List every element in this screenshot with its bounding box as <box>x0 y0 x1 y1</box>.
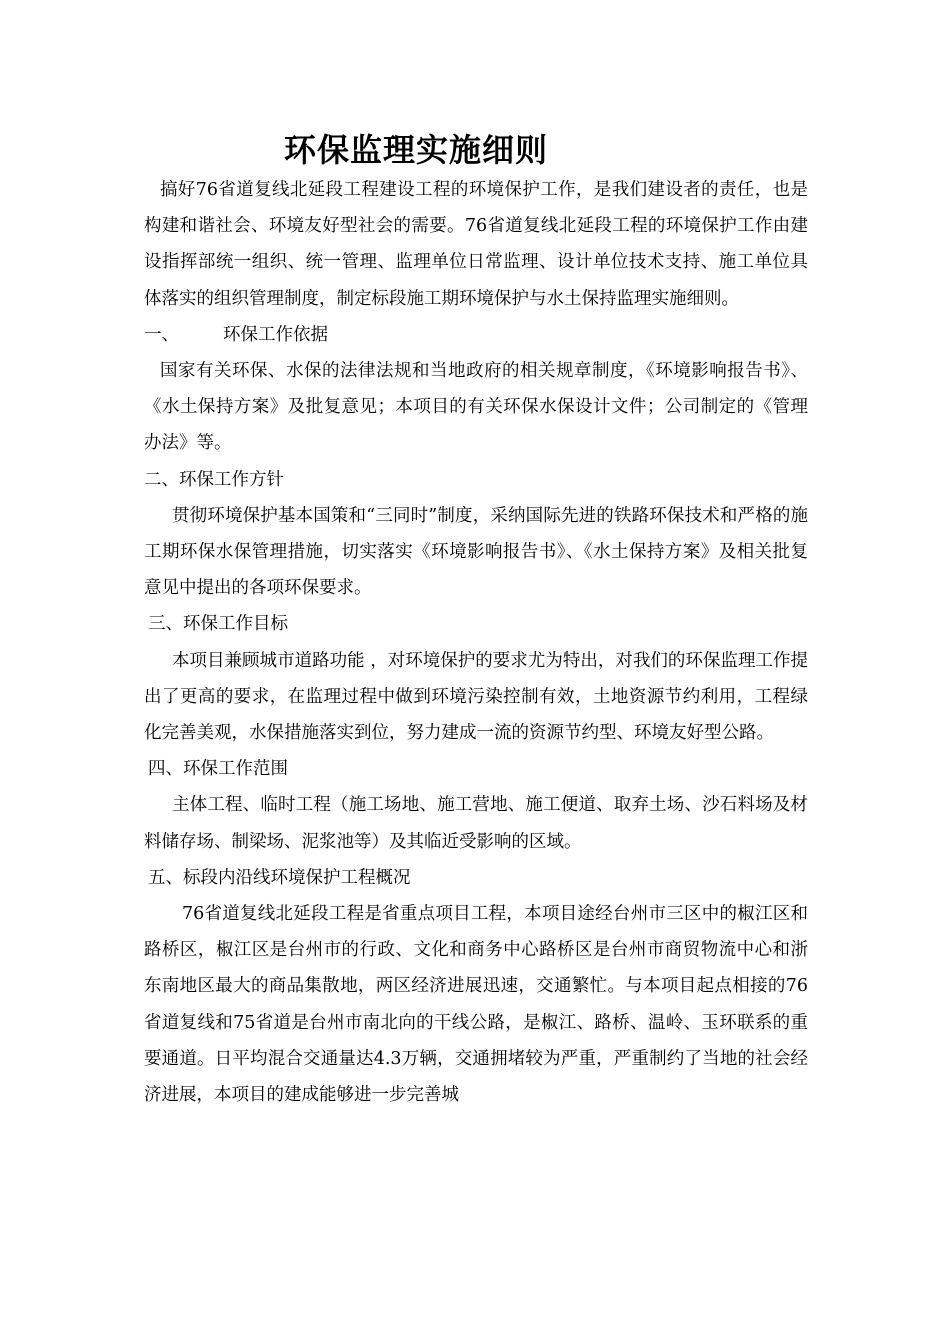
section-body-5: 76省道复线北延段工程是省重点项目工程，本项目途经台州市三区中的椒江区和路桥区，椒江区是台州市的行政、文化和商务中心路桥区是台州市商贸物流中心和浙东南地区最大的商品集散地，两区经济进展迅速，交通繁忙。与本项目起点相接的76省道复线和75省道是台州市南北向的干线公路，是椒江、路桥、温岭、玉环联系的重要通道。日平均混合交通量达4.3万辆，交通拥堵较为严重，严重制约了当地的社会经济进展，本项目的建成能够进一步完善城 <box>144 904 808 1106</box>
section-number: 三、 <box>148 614 183 635</box>
section-title: 环保工作依据 <box>223 324 328 345</box>
document-body <box>144 172 808 1113</box>
intro-paragraph: 搞好76省道复线北延段工程建设工程的环境保护工作，是我们建设者的责任，也是构建和谐社会、环境友好型社会的需要。76省道复线北延段工程的环境保护工作由建设指挥部统一组织、统一管理、监理单位日常监理、设计单位技术支持、施工单位具体落实的组织管理制度，制定标段施工期环境保护与水土保持监理实施细则。 <box>144 180 808 309</box>
section-body-4: 主体工程、临时工程（施工场地、施工营地、施工便道、取弃土场、沙石料场及材料储存场、制梁场、泥浆池等）及其临近受影响的区域。 <box>144 795 808 852</box>
section-number: 一、 <box>144 324 179 345</box>
section-heading-1 <box>144 317 808 353</box>
section-body-2: 贯彻环境保护基本国策和“三同时”制度，采纳国际先进的铁路环保技术和严格的施工期环保水保管理措施，切实落实《环境影响报告书》、《水土保持方案》及相关批复意见中提出的各项环保要求。 <box>144 505 808 599</box>
section-title: 标段内沿线环境保护工程概况 <box>183 867 411 888</box>
section-heading-3 <box>144 606 808 642</box>
section-title: 环保工作范围 <box>183 759 288 780</box>
section-heading-5 <box>144 860 808 896</box>
section-heading-2 <box>144 462 808 498</box>
document-title: 环保监理实施细则 <box>284 131 549 169</box>
section-title: 环保工作方针 <box>179 469 284 490</box>
section-heading-4 <box>144 751 808 787</box>
section-number: 二、 <box>144 469 179 490</box>
section-number: 五、 <box>148 867 183 888</box>
section-body-1: 国家有关环保、水保的法律法规和当地政府的相关规章制度，《环境影响报告书》、《水土保持方案》及批复意见；本项目的有关环保水保设计文件；公司制定的《管理办法》等。 <box>144 361 808 454</box>
section-number: 四、 <box>148 759 183 780</box>
section-body-3: 本项目兼顾城市道路功能 ，对环境保护的要求尤为特出，对我们的环保监理工作提出了更高的要求，在监理过程中做到环境污染控制有效，土地资源节约利用，工程绿化完善美观，水保措施落实到位，努力建成一流的资源节约型、环境友好型公路。 <box>144 650 808 744</box>
section-title: 环保工作目标 <box>183 614 288 635</box>
